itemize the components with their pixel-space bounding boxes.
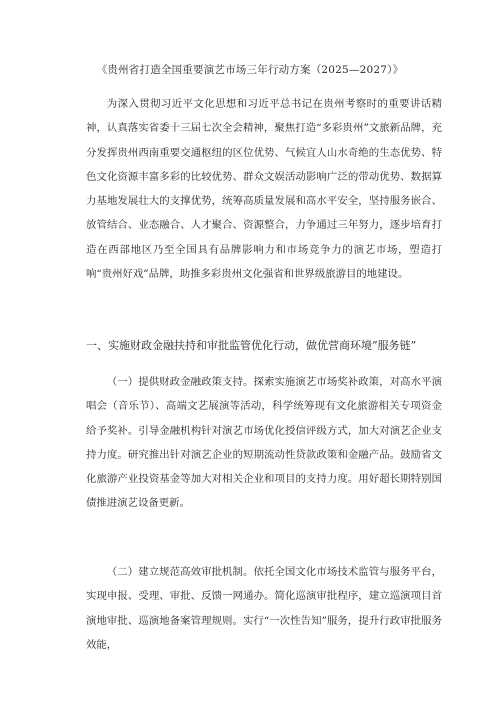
intro-paragraph: 为深入贯彻习近平文化思想和习近平总书记在贵州考察时的重要讲话精神，认真落实省委十三届七次全会精神，聚焦打造“多彩贵州”文旅新品牌，充分发挥贵州西南重要交通枢纽的区位优势、气候宜人山水奇绝的生态优势、特色文化资源丰富多彩的比较优势、群众文娱活动影响广泛的带动优势、数据算力基地发展壮大的支撑优势，统筹高质量发展和高水平安全，坚持服务嵌合、放管结合、业态融合、人才聚合、资源整合，力争通过三年努力，逐步培育打造在西部地区乃至全国具有品牌影响力和市场竞争力的演艺市场，塑造打响“贵州好戏”品牌，助推多彩贵州文化强省和世界级旅游目的地建设。 <box>86 98 442 281</box>
item-2-paragraph: （二）建立规范高效审批机制。依托全国文化市场技术监管与服务平台，实现申报、受理、审批、反馈一网通办。简化巡演审批程序，建立巡演项目首演地审批、巡演地备案管理规则。实行“一次性告知”服务，提升行政审批服务效能， <box>86 566 442 651</box>
document-title: 《贵州省打造全国重要演艺市场三年行动方案（2025—2027）》 <box>96 64 404 76</box>
section-heading: 一、实施财政金融扶持和审批监管优化行动，做优营商环境”服务链” <box>86 339 417 352</box>
item-1-paragraph: （一）提供财政金融政策支持。探索实施演艺市场奖补政策，对高水平演唱会（音乐节）、高端文艺展演等活动，科学统筹现有文化旅游相关专项资金给予奖补。引导金融机构针对演艺市场优化授信评级方式，加大对演艺企业支持力度。研究推出针对演艺企业的短期流动性贷款政策和金融产品。鼓励省文化旅游产业投资基金等加大对相关企业和项目的支持力度。用好超长期特别国债推进演艺设备更新。 <box>86 376 442 510</box>
